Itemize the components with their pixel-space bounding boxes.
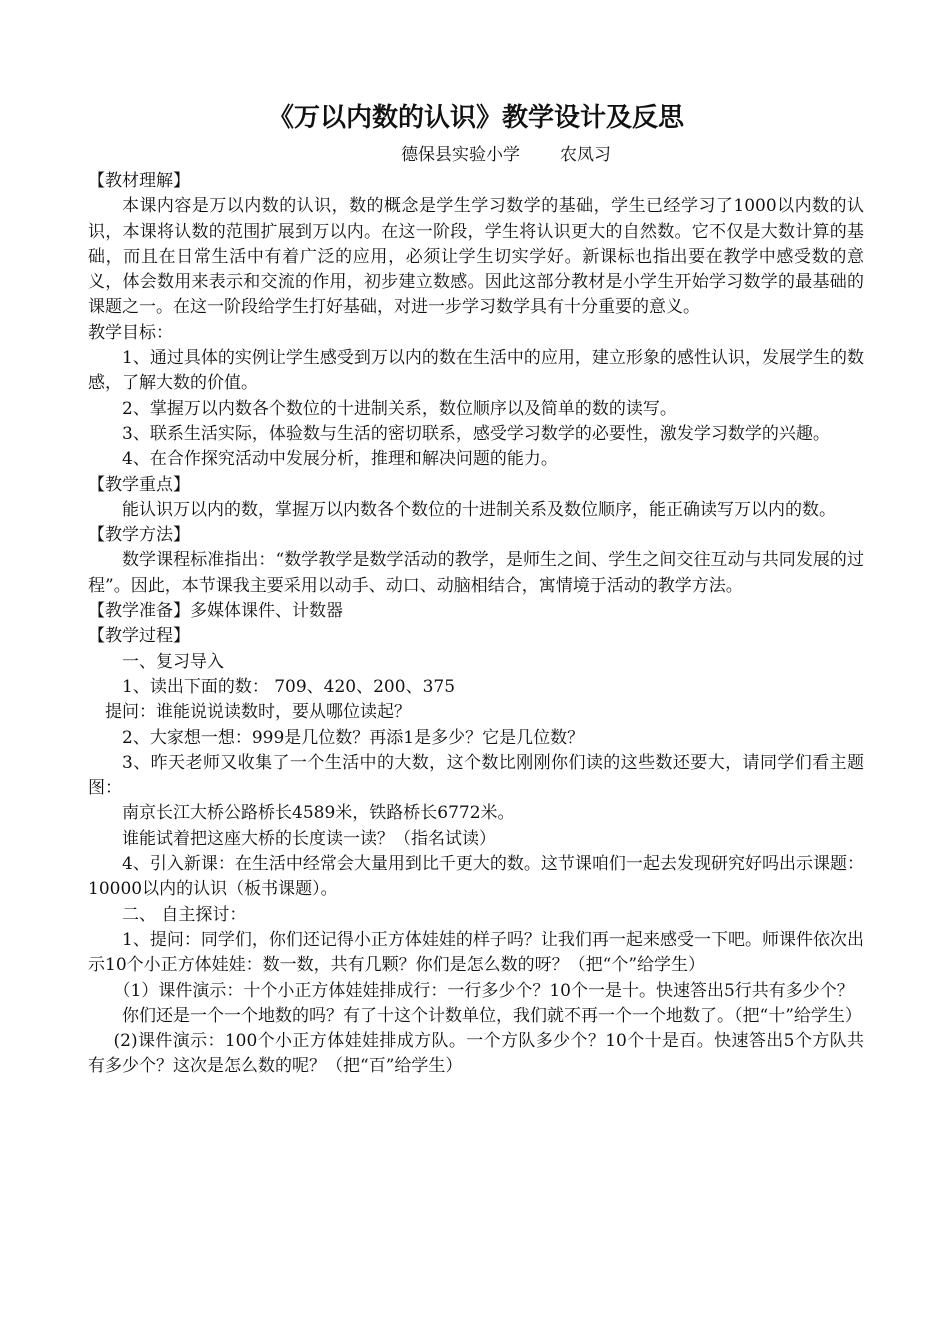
paragraph: 提问：谁能说说读数时，要从哪位读起？ [105, 702, 411, 723]
author-line [88, 142, 864, 169]
paragraph: 3、昨天老师又收集了一个生活中的大数，这个数比刚刚你们读的这些数还要大，请同学们看主题图： [88, 752, 864, 799]
paragraph: 南京长江大桥公路桥长4589米，铁路桥长6772米。 [122, 803, 515, 824]
section-heading: 教学目标： [88, 322, 173, 343]
paragraph: 一、复习导入 [122, 651, 224, 672]
section-heading: 【教学过程】 [88, 626, 190, 647]
section-heading: 【教学重点】 [88, 474, 190, 495]
paragraph: 谁能试着把这座大桥的长度读一读？（指名试读） [122, 828, 496, 849]
paragraph: (2)课件演示：100个小正方体娃娃排成方队。一个方队多少个？10个十是百。快速答出5个方队共有多少个？这次是怎么数的呢？（把“百”给学生） [88, 1031, 864, 1077]
paragraph: （1）课件演示：十个小正方体娃娃排成行：一行多少个？10个一是十。快速答出5行共有多少个？ [113, 980, 854, 1001]
paragraph: 二、 自主探讨： [122, 904, 247, 925]
section-heading: 【教学准备】多媒体课件、计数器 [88, 601, 343, 622]
document-title: 《万以内数的认识》教学设计及反思 [267, 103, 684, 133]
paragraph: 2、大家想一想：999是几位数？再添1是多少？它是几位数？ [122, 727, 585, 748]
paragraph: 能认识万以内的数，掌握万以内数各个数位的十进制关系及数位顺序，能正确读写万以内的数。 [122, 499, 836, 520]
paragraph: 1、提问：同学们，你们还记得小正方体娃娃的样子吗？让我们再一起来感受一下吧。师课件依次出示10个小正方体娃娃：数一数，共有几颗？你们是怎么数的呀？（把“个”给学生） [88, 929, 864, 976]
paragraph: 数学课程标准指出：“数学教学是数学活动的教学，是师生之间、学生之间交往互动与共同发展的过程”。因此，本节课我主要采用以动手、动口、动脑相结合，寓情境于活动的教学方法。 [88, 550, 864, 596]
paragraph: 你们还是一个一个地数的吗？有了十这个计数单位，我们就不再一个一个地数了。（把“十”给学生） [122, 1005, 862, 1026]
paragraph: 4、引入新课：在生活中经常会大量用到比千更大的数。这节课咱们一起去发现研究好吗出示课题：10000以内的认识（板书课题）。 [88, 854, 864, 900]
section-heading: 【教材理解】 [88, 171, 190, 191]
paragraph: 本课内容是万以内数的认识，数的概念是学生学习数学的基础，学生已经学习了1000以内数的认识，本课将认数的范围扩展到万以内。在这一阶段，学生将认识更大的自然数。它不仅是大数计算的基础，而且在日常生活中有着广泛的应用，必须让学生切实学好。新课标也指出要在教学中感受数的意义，体会数用来表示和交流的作用，初步建立数感。因此这部分教材是小学生开始学习数学的最基础的课题之一。在这一阶段给学生打好基础，对进一步学习数学具有十分重要的意义。 [88, 196, 864, 318]
paragraph: 4、在合作探究活动中发展分析，推理和解决问题的能力。 [122, 449, 558, 470]
paragraph: 3、联系生活实际，体验数与生活的密切联系，感受学习数学的必要性，激发学习数学的兴趣。 [122, 423, 830, 444]
document-page [88, 96, 864, 1080]
paragraph: 2、掌握万以内数各个数位的十进制关系，数位顺序以及简单的数的读写。 [122, 398, 677, 419]
author-name: 农凤习 [560, 145, 611, 165]
paragraph: 1、读出下面的数： 709、420、200、375 [122, 676, 456, 697]
school-name: 德保县实验小学 [401, 145, 520, 165]
paragraph: 1、通过具体的实例让学生感受到万以内的数在生活中的应用，建立形象的感性认识，发展学生的数感，了解大数的价值。 [88, 348, 864, 394]
section-heading: 【教学方法】 [88, 525, 190, 546]
